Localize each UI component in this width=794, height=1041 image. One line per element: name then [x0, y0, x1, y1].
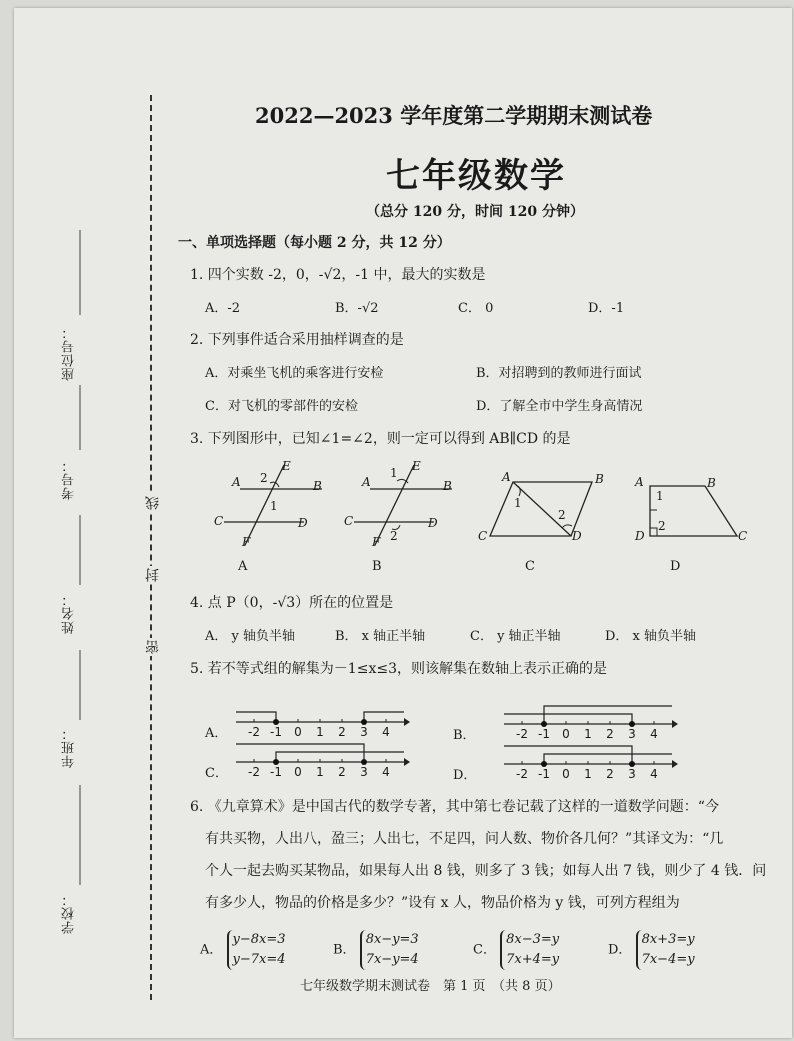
q5-number-line-c	[232, 732, 412, 782]
number-line-tick-label: -2	[248, 725, 260, 739]
q5-label-a: A．	[205, 726, 228, 741]
q1-option-b: B．-√2	[335, 301, 379, 316]
q4-option-b: B． x 轴正半轴	[335, 629, 426, 644]
q6-option-c-label: C．	[473, 942, 496, 958]
svg-text:A: A	[635, 475, 644, 489]
binding-line	[150, 95, 152, 1000]
school-field: 学校：	[62, 892, 77, 934]
q6-option-c	[473, 930, 559, 970]
svg-text:B: B	[313, 479, 322, 493]
q3-figure-d	[625, 468, 755, 548]
section-heading: 一、单项选择题（每小题 2 分，共 12 分）	[178, 235, 451, 251]
q6-option-a-eq1: y−8x=3	[232, 932, 286, 947]
q3-caption-b: B	[372, 559, 382, 574]
svg-text:2: 2	[260, 471, 268, 485]
q6-option-c-system	[500, 930, 559, 970]
q6-option-b-eq2: 7x−y=4	[365, 952, 419, 967]
endpoint-dot	[541, 721, 547, 727]
q6-option-b	[333, 930, 419, 970]
q6-option-a-system	[227, 930, 286, 970]
svg-text:F: F	[372, 535, 381, 549]
class-field: 年班：	[62, 726, 77, 768]
q5-number-line-d	[500, 734, 680, 784]
endpoint-dot	[629, 761, 635, 767]
q2-option-b: B．对招聘到的教师进行面试	[476, 366, 642, 381]
subject-title: 七年级数学	[386, 156, 566, 196]
q1-option-d: D．-1	[588, 301, 625, 316]
number-line-tick-label: 1	[316, 725, 324, 739]
number-line-tick-label: -2	[516, 727, 528, 741]
number-line-tick-label: 0	[562, 727, 570, 741]
svg-text:C: C	[478, 529, 488, 543]
q6-option-d-eq1: 8x+3=y	[641, 932, 695, 947]
number-line-arrow	[672, 760, 678, 768]
svg-text:B: B	[595, 472, 604, 486]
question-6-line-2: 有共买物，人出八，盈三；人出七，不足四，问人数、物价各几何？”其译文为：“几	[205, 831, 724, 847]
svg-text:E: E	[282, 459, 291, 473]
q6-option-a-eq2: y−7x=4	[232, 952, 286, 967]
q6-option-b-system	[360, 930, 419, 970]
number-line-tick-label: -1	[270, 765, 282, 779]
svg-text:1: 1	[390, 466, 398, 480]
q6-option-b-eq1: 8x−y=3	[365, 932, 419, 947]
page-footer: 七年级数学期末测试卷 第 1 页 （共 8 页）	[300, 979, 561, 994]
endpoint-dot	[361, 719, 367, 725]
name-field: 姓名：	[62, 592, 77, 634]
solution-bracket	[504, 714, 632, 724]
svg-text:1: 1	[514, 496, 522, 510]
q6-option-c-eq1: 8x−3=y	[506, 932, 560, 947]
number-line-tick-label: 0	[294, 765, 302, 779]
question-3-stem: 3. 下列图形中，已知∠1=∠2，则一定可以得到 AB∥CD 的是	[190, 431, 571, 447]
endpoint-dot	[273, 759, 279, 765]
svg-text:1: 1	[270, 499, 278, 513]
number-line-tick-label: 4	[382, 765, 390, 779]
number-line-tick-label: 3	[360, 765, 368, 779]
svg-text:D: D	[298, 516, 308, 530]
exam-year-title: 2022—2023 学年度第二学期期末测试卷	[255, 103, 653, 128]
svg-text:D: D	[572, 529, 582, 543]
svg-text:B: B	[443, 479, 452, 493]
solution-bracket	[276, 752, 404, 762]
q3-figure-b	[342, 455, 462, 555]
seal-char-seal: 封	[145, 568, 161, 582]
svg-text:A: A	[502, 470, 511, 484]
question-6-line-4: 有多少人，物品的价格是多少？”设有 x 人，物品价格为 y 钱，可列方程组为	[205, 895, 680, 911]
q4-option-d: D． x 轴负半轴	[605, 629, 697, 644]
number-line-tick-label: 1	[316, 765, 324, 779]
endpoint-dot	[273, 719, 279, 725]
solution-bracket	[544, 754, 672, 764]
q3-caption-a: A	[238, 559, 248, 574]
q6-option-d-label: D．	[608, 942, 632, 958]
solution-bracket	[504, 746, 632, 764]
number-line-tick-label: -1	[538, 727, 550, 741]
solution-bracket	[364, 712, 404, 722]
number-line-tick-label: 4	[382, 725, 390, 739]
q6-option-a-label: A．	[200, 942, 223, 958]
question-6-line-1: 6. 《九章算术》是中国古代的数学专著，其中第七卷记载了这样的一道数学问题：“今	[190, 799, 719, 815]
endpoint-dot	[629, 721, 635, 727]
svg-text:1: 1	[656, 489, 664, 503]
svg-text:C: C	[344, 514, 354, 528]
q4-option-c: C． y 轴正半轴	[470, 629, 561, 644]
q6-option-c-eq2: 7x+4=y	[506, 952, 560, 967]
question-6-line-3: 个人一起去购买某物品，如果每人出 8 钱，则多了 3 钱；如每人出 7 钱，则少了 4 钱．问	[205, 863, 767, 879]
endpoint-dot	[361, 759, 367, 765]
svg-text:A: A	[232, 475, 241, 489]
q5-label-c: C．	[205, 766, 228, 781]
q6-option-a	[200, 930, 286, 970]
svg-text:D: D	[428, 516, 438, 530]
question-2-stem: 2. 下列事件适合采用抽样调查的是	[190, 332, 404, 348]
score-time: （总分 120 分，时间 120 分钟）	[366, 204, 584, 220]
question-1-stem: 1. 四个实数 -2，0，-√2，-1 中，最大的实数是	[190, 267, 486, 283]
field-underlines	[70, 230, 90, 950]
q6-option-d-eq2: 7x−4=y	[641, 952, 695, 967]
svg-text:2: 2	[558, 508, 566, 522]
q3-caption-c: C	[525, 559, 535, 574]
number-line-arrow	[672, 720, 678, 728]
number-line-tick-label: 2	[606, 767, 614, 781]
q3-caption-d: D	[670, 559, 681, 574]
solution-bracket	[544, 706, 672, 724]
number-line-tick-label: 3	[628, 767, 636, 781]
q3-figure-c	[470, 468, 615, 548]
number-line-tick-label: 4	[650, 727, 658, 741]
svg-text:E: E	[412, 459, 421, 473]
q1-option-c: C． 0	[458, 301, 494, 316]
seal-char-line: 线	[145, 496, 161, 510]
number-line-tick-label: 2	[338, 725, 346, 739]
svg-text:D: D	[635, 529, 645, 543]
number-line-tick-label: -1	[270, 725, 282, 739]
svg-text:C: C	[738, 529, 748, 543]
number-line-tick-label: 2	[606, 727, 614, 741]
number-line-tick-label: 3	[360, 725, 368, 739]
number-line-tick-label: -1	[538, 767, 550, 781]
number-line-tick-label: 1	[584, 727, 592, 741]
exam-number-field: 考号：	[62, 458, 77, 500]
seal-char-secret: 密	[145, 640, 161, 654]
svg-text:B: B	[707, 476, 716, 490]
q3-figure-a	[212, 455, 332, 555]
q2-option-c: C．对飞机的零部件的安检	[205, 399, 358, 414]
q5-label-d: D．	[453, 768, 477, 783]
q4-option-a: A． y 轴负半轴	[205, 629, 295, 644]
number-line-tick-label: 3	[628, 727, 636, 741]
number-line-arrow	[404, 758, 410, 766]
question-5-stem: 5. 若不等式组的解集为－1≤x≤3，则该解集在数轴上表示正确的是	[190, 661, 607, 677]
number-line-tick-label: 0	[294, 725, 302, 739]
q2-option-a: A．对乘坐飞机的乘客进行安检	[205, 366, 384, 381]
svg-text:2: 2	[390, 529, 398, 543]
number-line-tick-label: 4	[650, 767, 658, 781]
endpoint-dot	[541, 761, 547, 767]
q2-option-d: D．了解全市中学生身高情况	[476, 399, 643, 414]
solution-bracket	[236, 744, 364, 762]
svg-text:F: F	[242, 535, 251, 549]
number-line-tick-label: 2	[338, 765, 346, 779]
q6-option-d	[608, 930, 695, 970]
number-line-tick-label: -2	[248, 765, 260, 779]
number-line-tick-label: 0	[562, 767, 570, 781]
q6-option-d-system	[636, 930, 695, 970]
seat-number-field: 座位号：	[62, 325, 77, 381]
number-line-arrow	[404, 718, 410, 726]
q5-label-b: B．	[453, 728, 476, 743]
svg-text:2: 2	[658, 519, 666, 533]
q1-option-a: A．-2	[205, 301, 241, 316]
svg-text:A: A	[362, 475, 371, 489]
number-line-tick-label: -2	[516, 767, 528, 781]
question-4-stem: 4. 点 P（0，-√3）所在的位置是	[190, 595, 394, 611]
svg-text:C: C	[214, 514, 224, 528]
solution-bracket	[236, 712, 276, 722]
number-line-tick-label: 1	[584, 767, 592, 781]
q6-option-b-label: B．	[333, 942, 356, 958]
